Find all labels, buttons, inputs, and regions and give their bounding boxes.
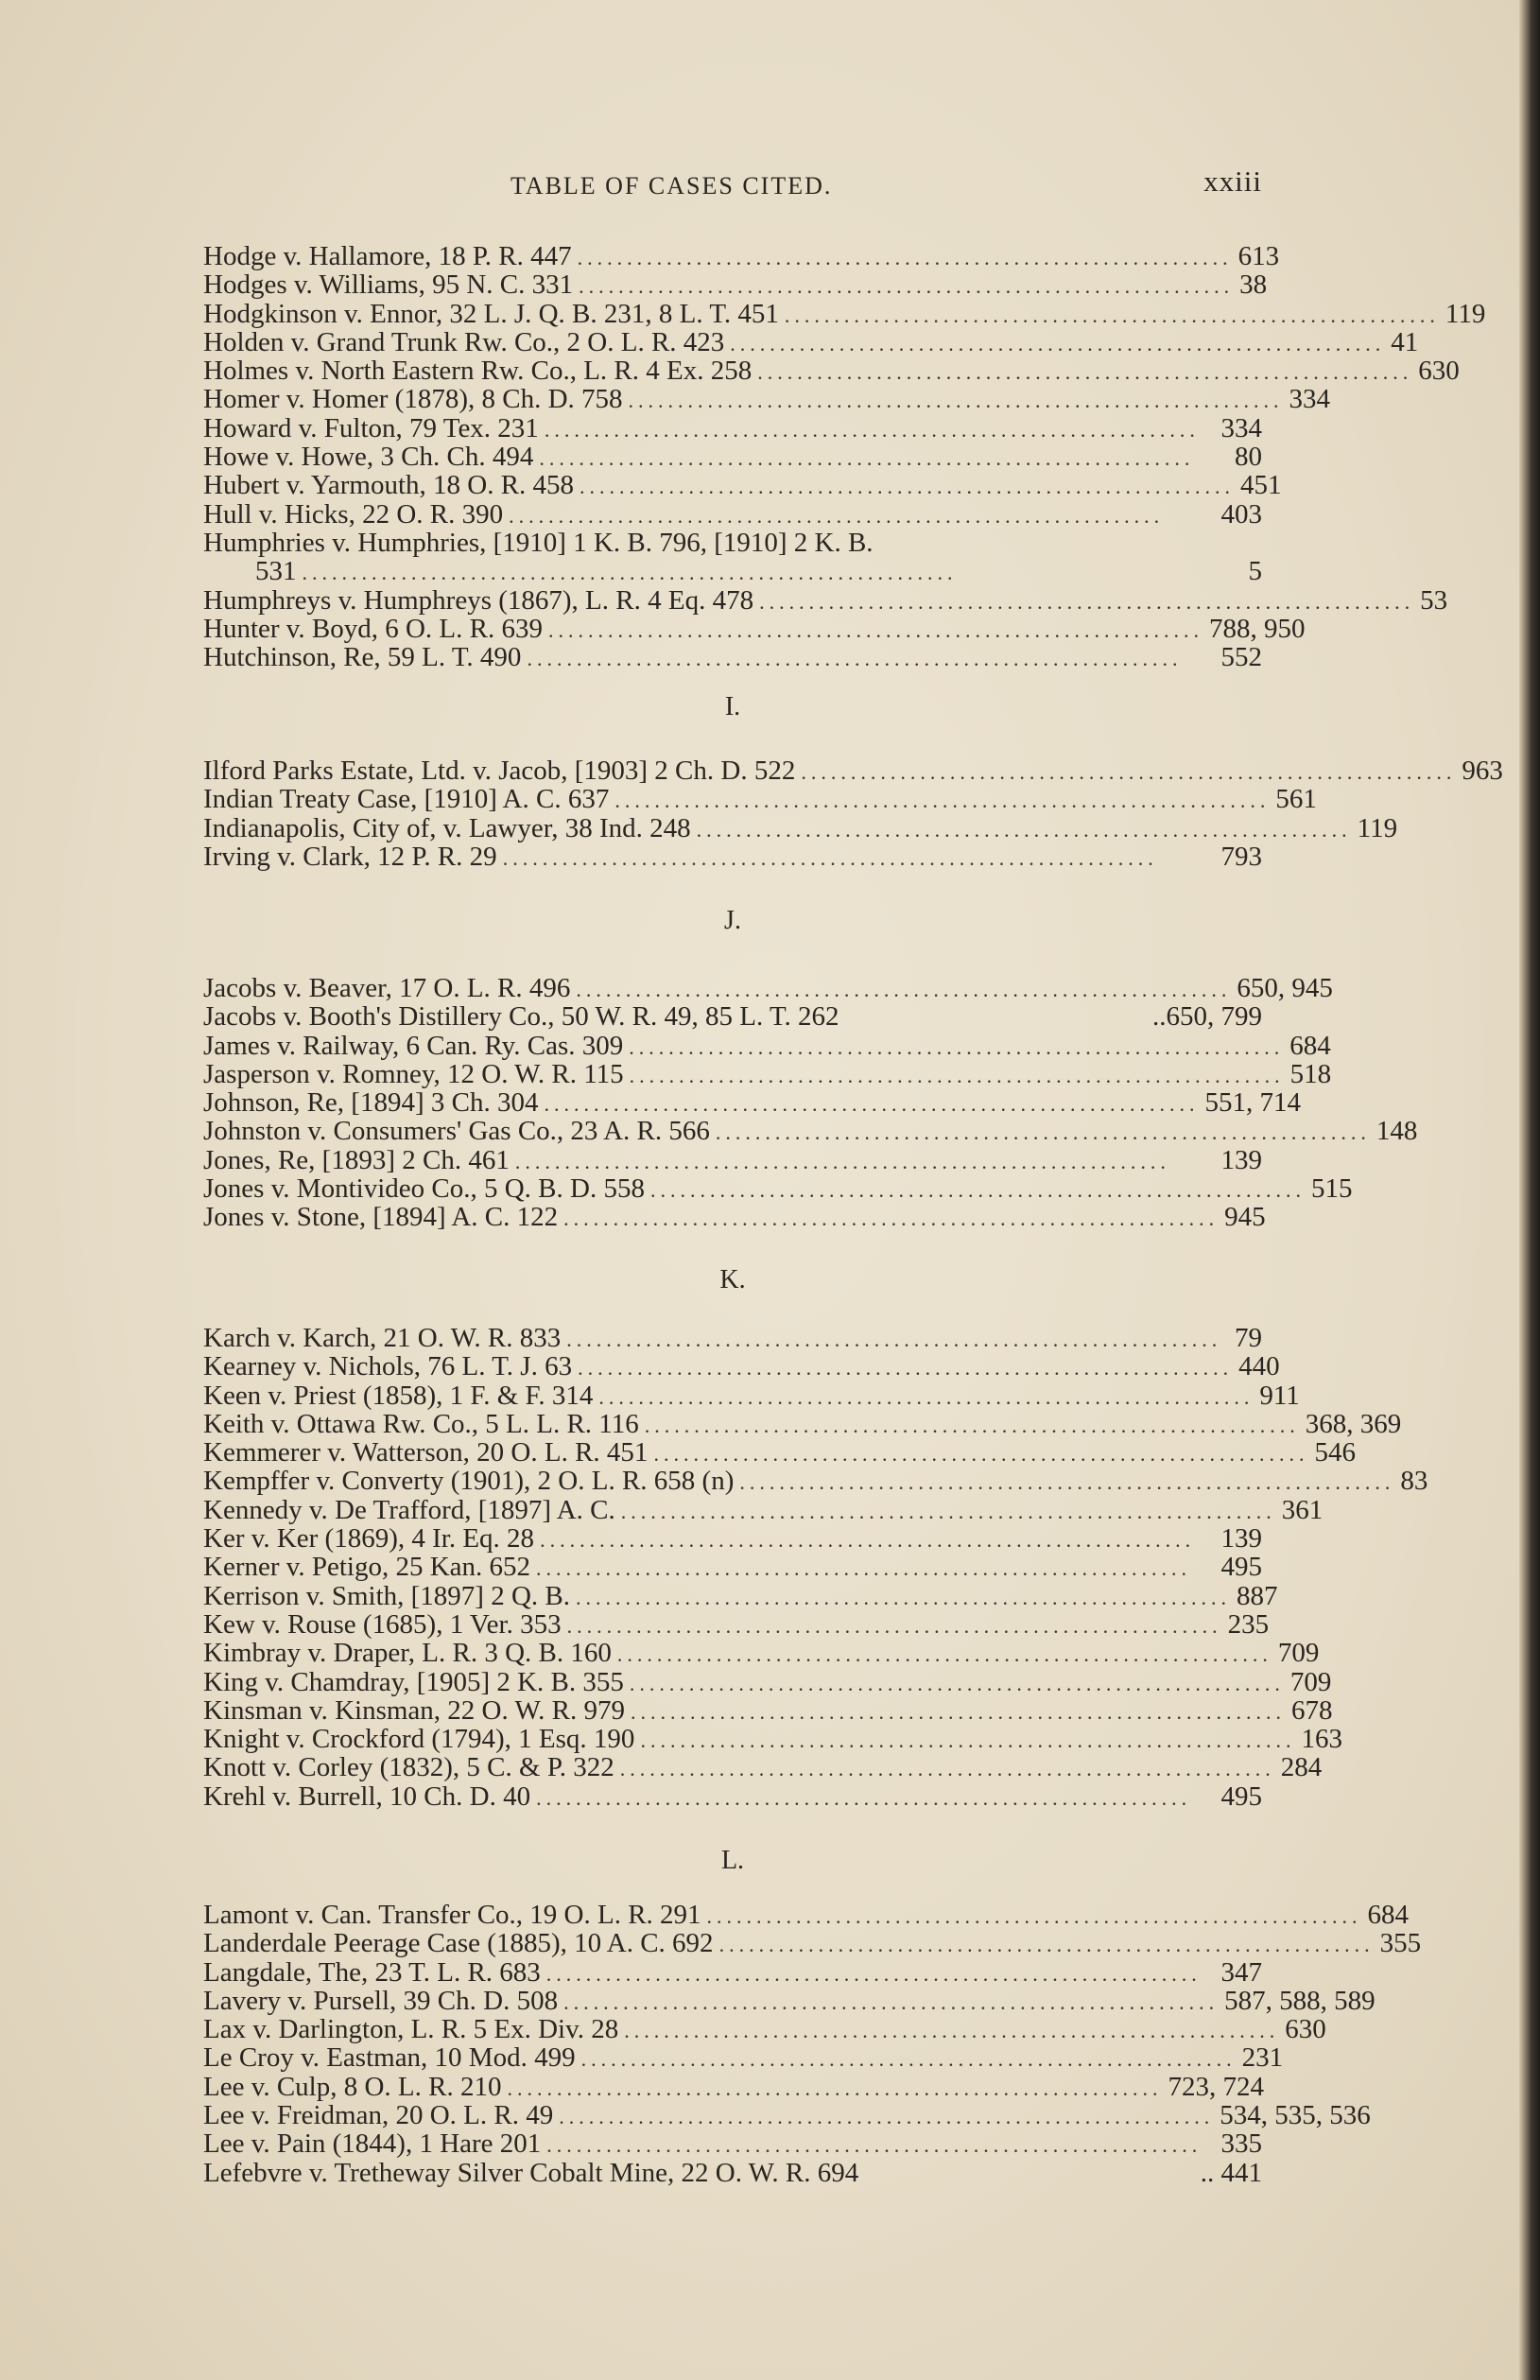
list-item: Knight v. Crockford (1794), 1 Esq. 190 .................................................................. 163 xyxy=(203,1724,1342,1755)
list-item: Indianapolis, City of, v. Lawyer, 38 Ind. 248 .................................................................. 119 xyxy=(203,812,1398,843)
page-header xyxy=(203,165,1262,210)
list-item: Keith v. Ottawa Rw. Co., 5 L. L. R. 116 .................................................................. 368, 369 xyxy=(203,1408,1402,1439)
list-item: Jacobs v. Beaver, 17 O. L. R. 496 .................................................................. 650, 945 xyxy=(203,973,1333,1003)
list-item: Irving v. Clark, 12 P. R. 29 .................................................................. 793 xyxy=(203,841,1262,872)
list-item: Holmes v. North Eastern Rw. Co., L. R. 4 Ex. 258 .................................................................. 630 xyxy=(203,356,1460,387)
list-item: Hunter v. Boyd, 6 O. L. R. 639 .................................................................. 788, 950 xyxy=(203,613,1306,644)
list-item: King v. Chamdray, [1905] 2 K. B. 355 .................................................................. 709 xyxy=(203,1666,1332,1697)
list-item: Holden v. Grand Trunk Rw. Co., 2 O. L. R. 423 .................................................................. 41 xyxy=(203,326,1419,357)
list-item: Lee v. Culp, 8 O. L. R. 210 .................................................................. 723, 724 xyxy=(203,2071,1264,2102)
list-item: Krehl v. Burrell, 10 Ch. D. 40 .................................................................. 495 xyxy=(203,1781,1262,1812)
list-item: James v. Railway, 6 Can. Ry. Cas. 309 .................................................................. 684 xyxy=(203,1030,1331,1061)
list-item: Kempffer v. Converty (1901), 2 O. L. R. 658 (n) .................................................................. 83 xyxy=(203,1466,1428,1497)
list-item: Hull v. Hicks, 22 O. R. 390 .................................................................. 403 xyxy=(203,498,1262,530)
list-item: Jasperson v. Romney, 12 O. W. R. 115 .................................................................. 518 xyxy=(203,1058,1332,1089)
list-item: Hodges v. Williams, 95 N. C. 331 .................................................................. 38 xyxy=(203,269,1268,301)
list-item-continuation: 531 .................................................................. 5 xyxy=(255,556,1262,587)
list-item: Kinsman v. Kinsman, 22 O. W. R. 979 .................................................................. 678 xyxy=(203,1694,1333,1726)
section-heading-j: J. xyxy=(724,906,741,935)
list-item: Lee v. Pain (1844), 1 Hare 201 .................................................................. 335 xyxy=(203,2128,1262,2160)
section-h xyxy=(203,241,1486,673)
list-item: Kearney v. Nichols, 76 L. T. J. 63 .................................................................. 440 xyxy=(203,1351,1280,1382)
list-item: Jacobs v. Booth's Distillery Co., 50 W. R. 49, 85 L. T. 262 ..650, 799 xyxy=(203,1001,1262,1033)
list-item: Lefebvre v. Tretheway Silver Cobalt Mine, 22 O. W. R. 694 .. 441 xyxy=(203,2157,1262,2188)
list-item: Lax v. Darlington, L. R. 5 Ex. Div. 28 .................................................................. 630 xyxy=(203,2014,1326,2045)
section-heading-i: I. xyxy=(724,692,741,721)
list-item: Jones, Re, [1893] 2 Ch. 461 .................................................................. 139 xyxy=(203,1144,1262,1175)
section-j xyxy=(203,973,1418,1233)
list-item: Johnston v. Consumers' Gas Co., 23 A. R. 566 .................................................................. 148 xyxy=(203,1116,1418,1147)
list-item: Lee v. Freidman, 20 O. L. R. 49 .................................................................. 534, 535, 536 xyxy=(203,2100,1371,2131)
section-l xyxy=(203,1900,1422,2188)
list-item: Hodgkinson v. Ennor, 32 L. J. Q. B. 231, 8 L. T. 451 .................................................................. 119 xyxy=(203,298,1486,329)
list-item: Kew v. Rouse (1685), 1 Ver. 353 .................................................................. 235 xyxy=(203,1608,1270,1640)
list-item: Kerner v. Petigo, 25 Kan. 652 .................................................................. 495 xyxy=(203,1552,1262,1583)
section-i xyxy=(203,756,1503,872)
list-item: Le Croy v. Eastman, 10 Mod. 499 .................................................................. 231 xyxy=(203,2042,1284,2074)
section-heading-k: K. xyxy=(719,1265,746,1294)
list-item: Kerrison v. Smith, [1897] 2 Q. B. .................................................................. 887 xyxy=(203,1580,1278,1611)
list-item: Landerdale Peerage Case (1885), 10 A. C. 692 .................................................................. 355 xyxy=(203,1928,1422,1959)
list-item: Kennedy v. De Trafford, [1897] A. C. .................................................................. 361 xyxy=(203,1494,1324,1525)
list-item: Johnson, Re, [1894] 3 Ch. 304 .................................................................. 551, 714 xyxy=(203,1087,1301,1119)
list-item: Hodge v. Hallamore, 18 P. R. 447 .................................................................. 613 xyxy=(203,241,1280,271)
list-item: Lamont v. Can. Transfer Co., 19 O. L. R. 291 .................................................................. 684 xyxy=(203,1900,1410,1930)
list-item: Lavery v. Pursell, 39 Ch. D. 508 .................................................................. 587, 588, 589 xyxy=(203,1985,1376,2016)
section-heading-l: L. xyxy=(720,1846,745,1875)
list-item: Homer v. Homer (1878), 8 Ch. D. 758 .................................................................. 334 xyxy=(203,384,1331,415)
list-item: Howe v. Howe, 3 Ch. Ch. 494 .................................................................. 80 xyxy=(203,442,1262,473)
list-item: Hubert v. Yarmouth, 18 O. R. 458 .................................................................. 451 xyxy=(203,470,1282,501)
list-item: Humphries v. Humphries, [1910] 1 K. B. 796, [1910] 2 K. B. xyxy=(203,527,874,558)
list-item: Howard v. Fulton, 79 Tex. 231 .................................................................. 334 xyxy=(203,412,1262,443)
list-item: Indian Treaty Case, [1910] A. C. 637 .................................................................. 561 xyxy=(203,784,1317,815)
list-item: Ker v. Ker (1869), 4 Ir. Eq. 28 .................................................................. 139 xyxy=(203,1523,1262,1555)
list-item: Kimbray v. Draper, L. R. 3 Q. B. 160 .................................................................. 709 xyxy=(203,1638,1320,1669)
list-item: Knott v. Corley (1832), 5 C. & P. 322 .................................................................. 284 xyxy=(203,1752,1323,1783)
list-item: Keen v. Priest (1858), 1 F. & F. 314 .................................................................. 911 xyxy=(203,1380,1300,1411)
list-item: Hutchinson, Re, 59 L. T. 490 .................................................................. 552 xyxy=(203,642,1262,673)
list-item: Humphreys v. Humphreys (1867), L. R. 4 Eq. 478 .................................................................. 53 xyxy=(203,584,1448,616)
book-spine-edge xyxy=(1519,0,1540,2380)
list-item: Jones v. Stone, [1894] A. C. 122 .................................................................. 945 xyxy=(203,1202,1266,1233)
list-item: Jones v. Montivideo Co., 5 Q. B. D. 558 .................................................................. 515 xyxy=(203,1173,1353,1205)
running-title: TABLE OF CASES CITED. xyxy=(510,172,833,200)
section-k xyxy=(203,1323,1428,1812)
list-item: Kemmerer v. Watterson, 20 O. L. R. 451 .................................................................. 546 xyxy=(203,1437,1356,1468)
page-number: xxiii xyxy=(1203,165,1262,198)
list-item: Ilford Parks Estate, Ltd. v. Jacob, [1903] 2 Ch. D. 522 .................................................................. 963 xyxy=(203,756,1503,786)
list-item: Karch v. Karch, 21 O. W. R. 833 .................................................................. 79 xyxy=(203,1323,1262,1353)
list-item: Langdale, The, 23 T. L. R. 683 .................................................................. 347 xyxy=(203,1956,1262,1988)
